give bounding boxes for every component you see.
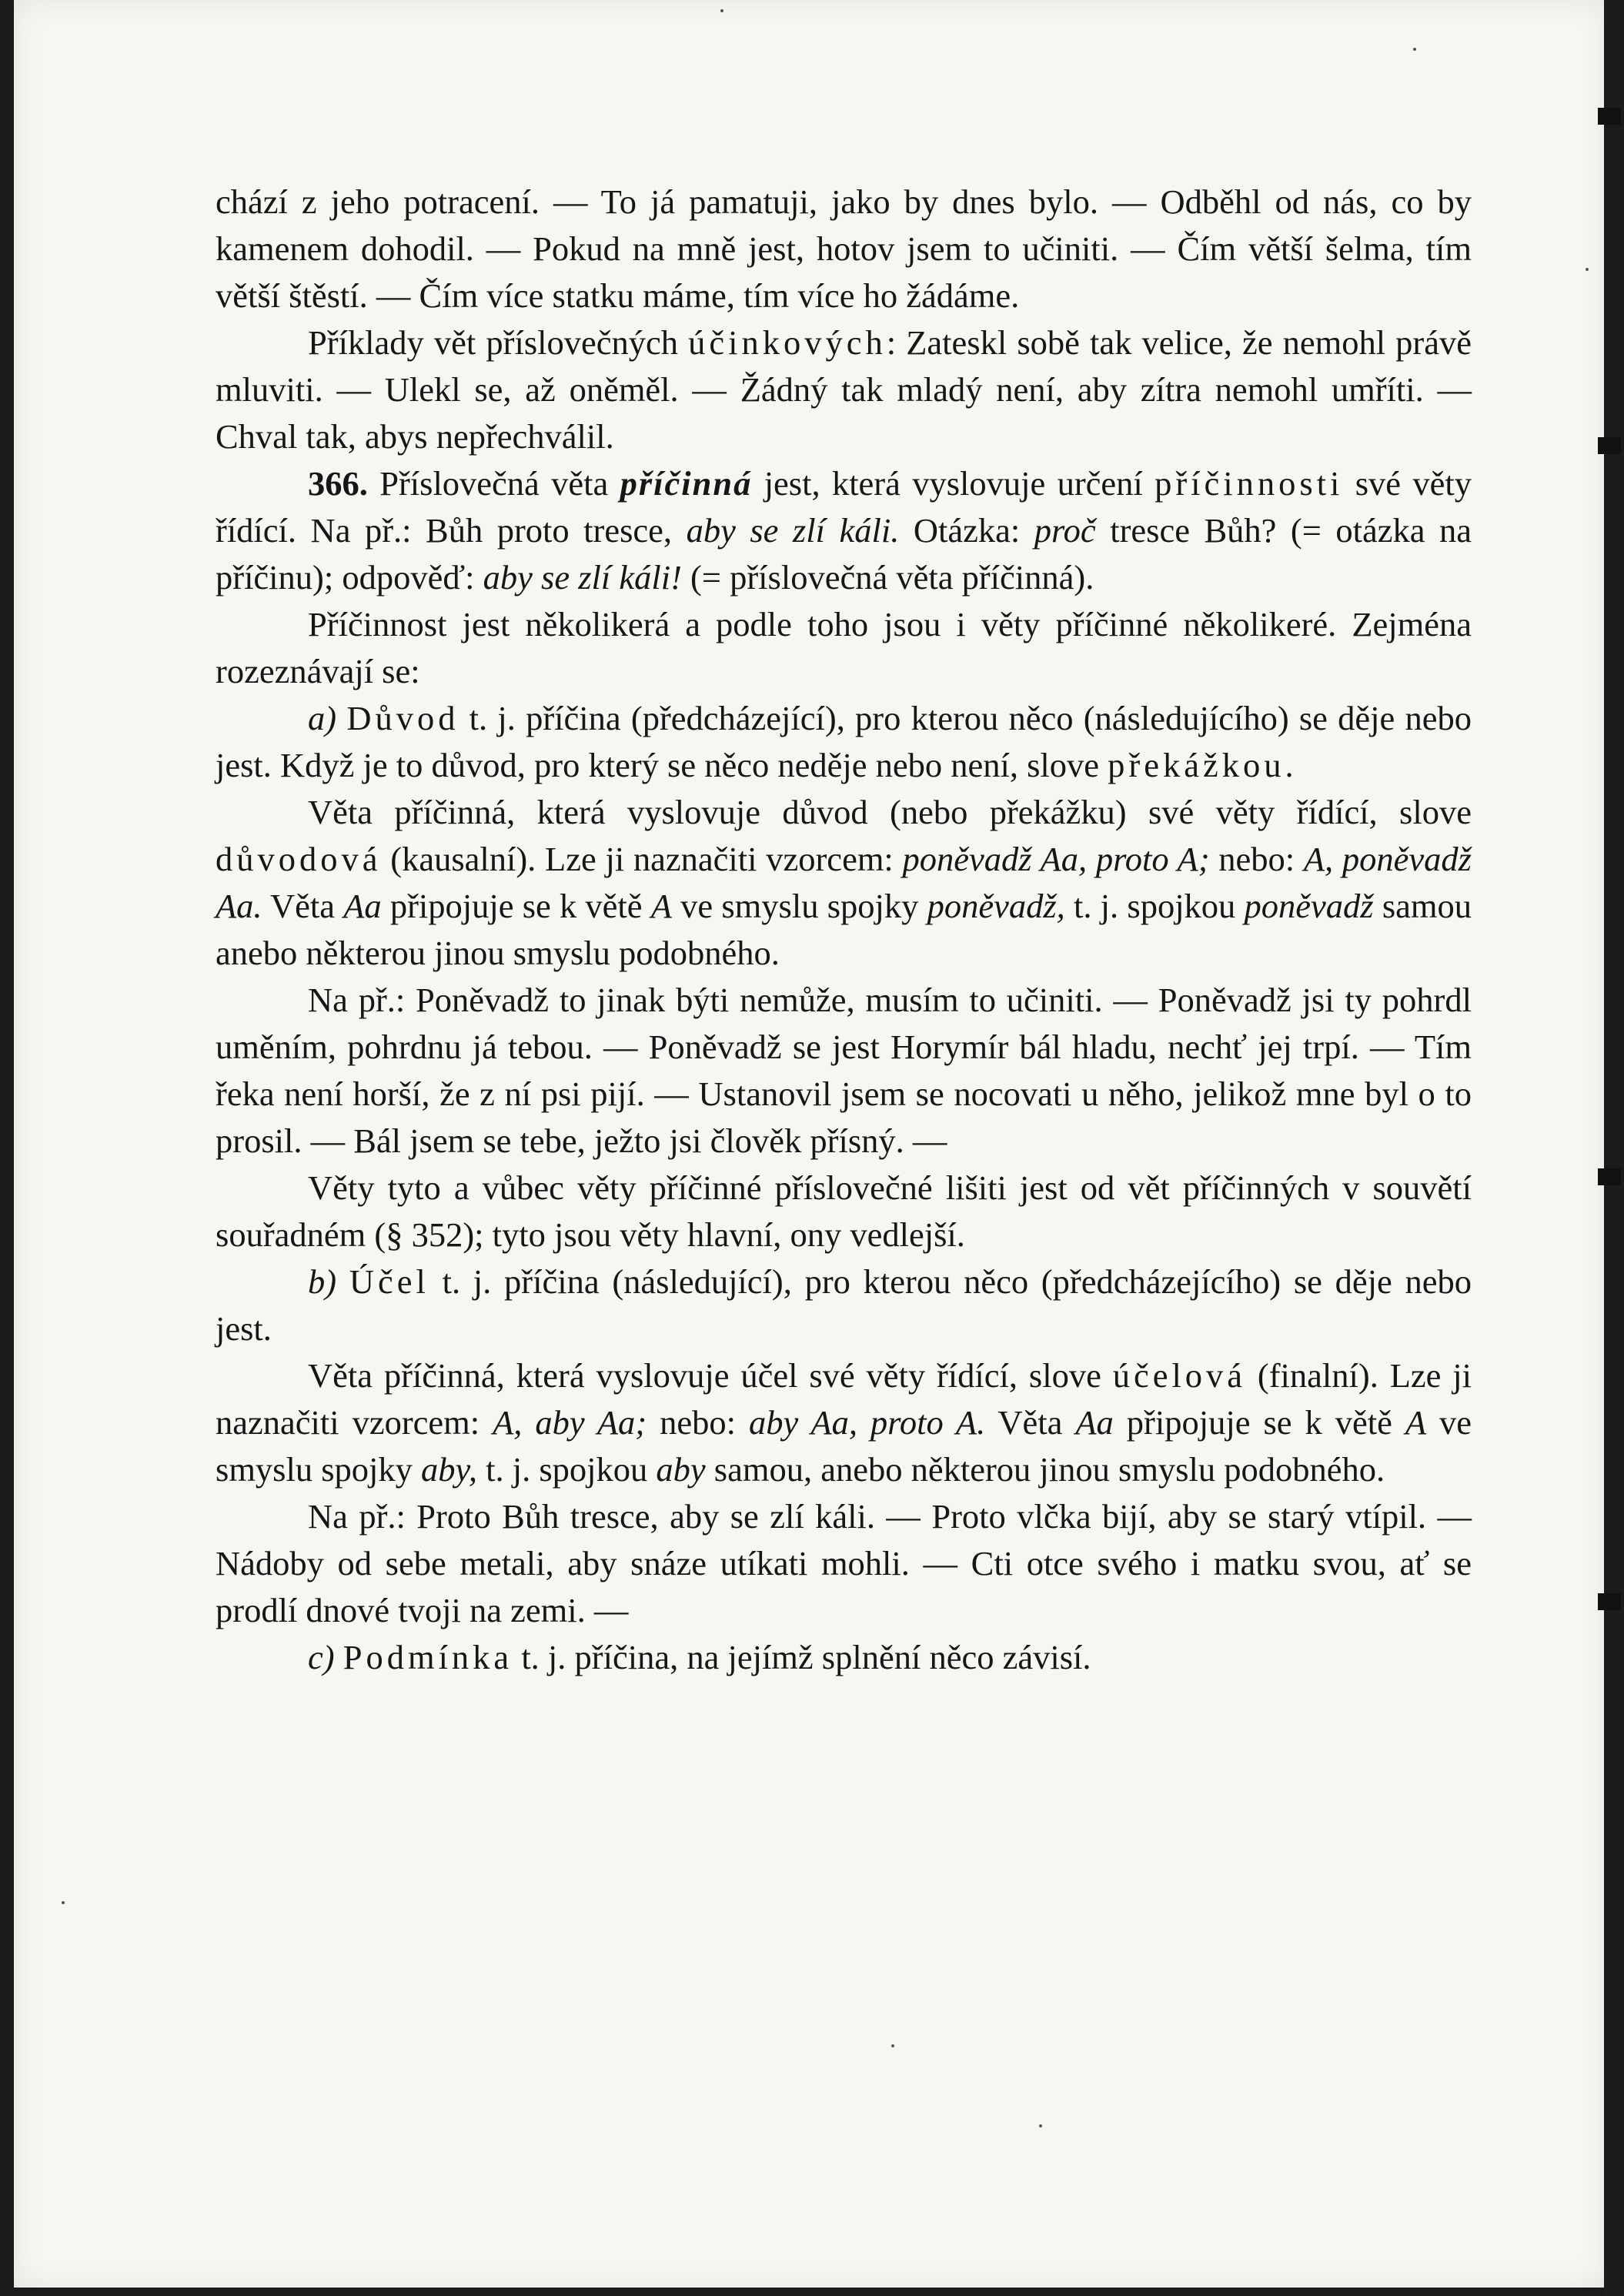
text-run: Podmínka bbox=[343, 1638, 513, 1676]
paragraph bbox=[216, 1165, 1472, 1258]
text-run: aby, bbox=[421, 1450, 477, 1489]
text-run: A, poněvadž Aa. bbox=[216, 840, 1472, 925]
text-run: připojuje se k větě bbox=[1113, 1403, 1405, 1442]
text-run: A bbox=[650, 887, 672, 925]
scan-speck bbox=[891, 2044, 894, 2047]
text-run: Na př.: Proto Bůh tresce, aby se zlí káli. — Proto vlčka bijí, aby se starý vtípil. — Nádoby od sebe metali, aby snáze utíkati mohli. — Cti otce svého i matku svou, ať se prodlí dnové tvoji na zemi. — bbox=[216, 1497, 1472, 1629]
paragraph bbox=[216, 789, 1472, 977]
text-run: své věty řídící. Na př.: Bůh proto tresce, bbox=[216, 464, 1472, 550]
text-run: samou anebo některou jinou smyslu podobného. bbox=[216, 887, 1472, 972]
text-run bbox=[335, 1638, 343, 1676]
text-run: : Zateskl sobě tak velice, že nemohl právě mluviti. — Ulekl se, až oněměl. — Žádný tak mladý není, aby zítra nemohl umříti. — Chval tak, abys nepřechválil. bbox=[216, 323, 1472, 456]
text-run: b) bbox=[308, 1262, 337, 1301]
body-text bbox=[216, 179, 1472, 1681]
text-run: (kausalní). Lze ji naznačiti vzorcem: bbox=[381, 840, 903, 878]
scan-speck bbox=[62, 1901, 65, 1904]
text-run: Aa bbox=[343, 887, 382, 925]
scan-speck bbox=[720, 9, 723, 12]
text-run: proč bbox=[1034, 511, 1096, 550]
paragraph bbox=[216, 460, 1472, 601]
text-run: účinkových bbox=[688, 323, 887, 362]
scan-speck bbox=[1413, 48, 1416, 51]
text-run: samou, anebo některou jinou smyslu podobného. bbox=[705, 1450, 1385, 1489]
text-run: Na př.: Poněvadž to jinak býti nemůže, musím to učiniti. — Poněvadž jsi ty pohrdl uměním, pohrdnu já tebou. — Poněvadž se jest Horymír bál hladu, nechť jej trpí. — Tím řeka není horší, že z ní psi pijí. — Ustanovil jsem se nocovati u něho, jelikož mne byl o to prosil. — Bál jsem se tebe, ježto jsi člověk přísný. — bbox=[216, 981, 1472, 1160]
paragraph bbox=[216, 1258, 1472, 1352]
text-run: Účel bbox=[349, 1262, 429, 1301]
text-run: Otázka: bbox=[899, 511, 1034, 550]
text-run: 366. bbox=[308, 464, 368, 503]
edge-mark bbox=[1598, 437, 1621, 454]
text-run: Aa bbox=[1075, 1403, 1114, 1442]
text-run: t. j. spojkou bbox=[1064, 887, 1245, 925]
text-run: t. j. příčina, na jejímž splnění něco závisí. bbox=[513, 1638, 1091, 1676]
text-run: aby Aa, proto A. bbox=[748, 1403, 986, 1442]
edge-mark bbox=[1598, 108, 1621, 125]
text-run: Příslovečná věta bbox=[367, 464, 620, 503]
scan-speck bbox=[1039, 2124, 1042, 2127]
text-run: Věta příčinná, která vyslovuje důvod (nebo překážku) své věty řídící, slove bbox=[308, 793, 1472, 831]
text-run: poněvadž Aa, proto A; bbox=[902, 840, 1210, 878]
paragraph bbox=[216, 1493, 1472, 1634]
text-run: a) bbox=[308, 699, 337, 737]
scanned-page bbox=[14, 0, 1607, 2288]
paragraph bbox=[216, 601, 1472, 695]
paragraph bbox=[216, 319, 1472, 460]
text-run: t. j. příčina (předcházející), pro kterou něco (následujícího) se děje nebo jest. Když je to důvod, pro který se něco neděje nebo není, slove bbox=[216, 699, 1472, 784]
text-run: t. j. příčina (následující), pro kterou něco (předcházejícího) se děje nebo jest. bbox=[216, 1262, 1472, 1348]
paragraph bbox=[216, 179, 1472, 319]
text-run: (= příslovečná věta příčinná). bbox=[681, 558, 1094, 597]
text-run: aby se zlí káli! bbox=[483, 558, 682, 597]
paragraph bbox=[216, 977, 1472, 1165]
text-run: . bbox=[1285, 746, 1294, 784]
text-run bbox=[336, 699, 346, 737]
text-run: nebo: bbox=[647, 1403, 749, 1442]
text-run: A, aby Aa; bbox=[493, 1403, 647, 1442]
paragraph bbox=[216, 1352, 1472, 1493]
edge-mark bbox=[1598, 1168, 1621, 1185]
text-run: Věta bbox=[262, 887, 344, 925]
text-run: Věta bbox=[985, 1403, 1076, 1442]
text-run: c) bbox=[308, 1638, 335, 1676]
page-edge-shadow bbox=[1604, 0, 1624, 2296]
text-run: aby se zlí káli. bbox=[686, 511, 900, 550]
paragraph bbox=[216, 1634, 1472, 1681]
text-run: Věty tyto a vůbec věty příčinné příslovečné lišiti jest od vět příčinných v souvětí souřadném (§ 352); tyto jsou věty hlavní, ony vedlejší. bbox=[216, 1168, 1472, 1254]
text-run: tresce Bůh? (= otázka na příčinu); odpověď: bbox=[216, 511, 1472, 597]
text-run: připojuje se k větě bbox=[381, 887, 651, 925]
text-run: A bbox=[1405, 1403, 1427, 1442]
text-run bbox=[336, 1262, 349, 1301]
text-run: Důvod bbox=[346, 699, 459, 737]
text-run: překážkou bbox=[1108, 746, 1285, 784]
text-run: příčinnosti bbox=[1155, 464, 1344, 503]
text-run: poněvadž bbox=[1244, 887, 1374, 925]
text-run: důvodová bbox=[216, 840, 382, 878]
text-run: ve smyslu spojky bbox=[671, 887, 927, 925]
text-run: Příčinnost jest několikerá a podle toho jsou i věty příčinné několikeré. Zejména rozeznávají se: bbox=[216, 605, 1472, 690]
text-run: t. j. spojkou bbox=[476, 1450, 657, 1489]
text-run: příčinná bbox=[620, 464, 753, 503]
edge-mark bbox=[1598, 1593, 1621, 1610]
text-run: (finalní). Lze ji naznačiti vzorcem: bbox=[216, 1356, 1472, 1442]
text-run: chází z jeho potracení. — To já pamatuji, jako by dnes bylo. — Odběhl od nás, co by kamenem dohodil. — Pokud na mně jest, hotov jsem to učiniti. — Čím větší šelma, tím větší štěstí. — Čím více statku máme, tím více ho žádáme. bbox=[216, 182, 1472, 315]
text-run: poněvadž, bbox=[927, 887, 1065, 925]
text-run: ve smyslu spojky bbox=[216, 1403, 1472, 1489]
text-run: účelová bbox=[1112, 1356, 1247, 1395]
scan-speck bbox=[1586, 268, 1589, 271]
text-run: nebo: bbox=[1209, 840, 1304, 878]
text-run: aby bbox=[656, 1450, 706, 1489]
text-run: Věta příčinná, která vyslovuje účel své věty řídící, slove bbox=[308, 1356, 1113, 1395]
text-run: jest, která vyslovuje určení bbox=[752, 464, 1155, 503]
paragraph bbox=[216, 695, 1472, 789]
text-run: Příklady vět příslovečných bbox=[308, 323, 689, 362]
